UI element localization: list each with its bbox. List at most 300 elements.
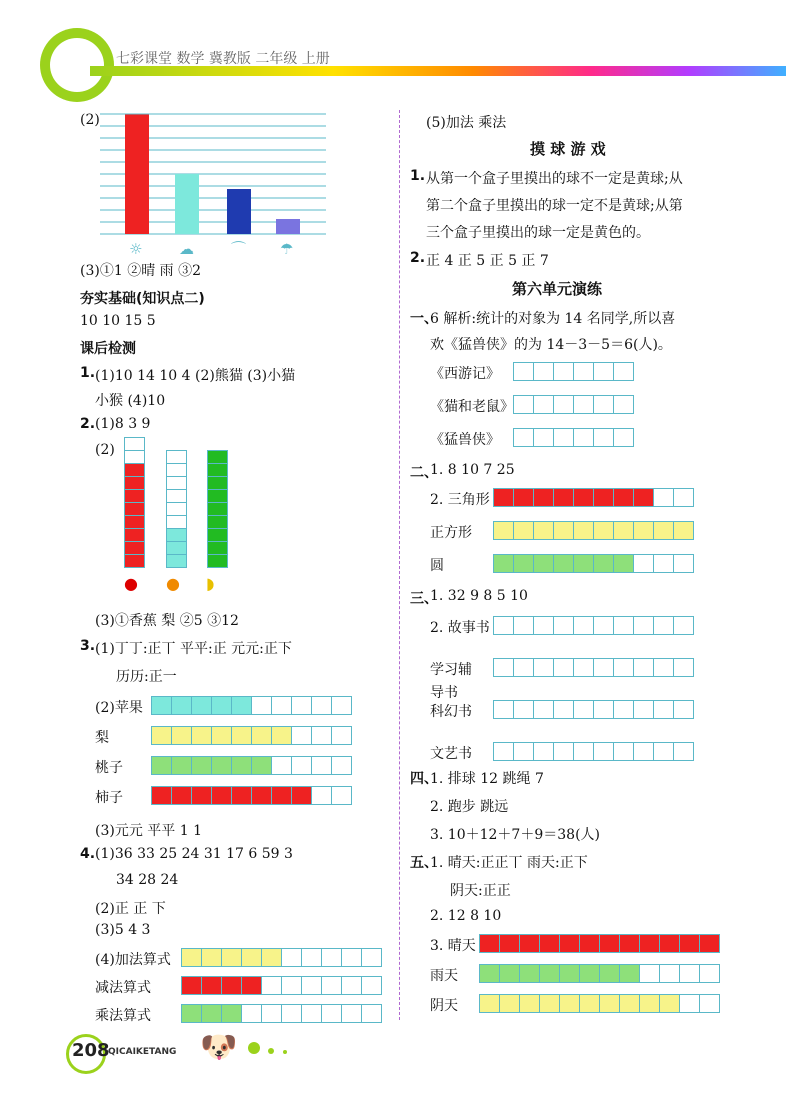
grid-cell <box>559 964 580 983</box>
grid-row <box>514 428 634 447</box>
banana-icon: ◗ <box>206 574 215 593</box>
tube-cell <box>124 554 145 568</box>
l2-line: (1)8 3 9 <box>95 416 151 432</box>
grid-cell <box>201 976 222 995</box>
grid-cell <box>231 696 252 715</box>
grid-row <box>494 554 694 573</box>
grid-cell <box>633 742 654 761</box>
weather-bar-1 <box>175 174 199 234</box>
grid-cell <box>593 428 614 447</box>
row-label: 《猛兽侠》 <box>430 432 500 448</box>
l1-num: 1. <box>80 365 96 381</box>
u5-line-a: 1. 晴天:正正丅 雨天:正下 <box>430 855 588 871</box>
grid-cell <box>479 934 500 953</box>
grid-cell <box>653 554 674 573</box>
grid-cell <box>181 1004 202 1023</box>
r5-answer: (5)加法 乘法 <box>426 115 507 131</box>
grid-cell <box>151 696 172 715</box>
grid-cell <box>553 428 574 447</box>
grid-cell <box>633 658 654 677</box>
grid-cell <box>499 994 520 1013</box>
grid-cell <box>553 742 574 761</box>
grid-cell <box>553 362 574 381</box>
grid-cell <box>673 700 694 719</box>
grid-cell <box>241 976 262 995</box>
grid-cell <box>281 948 302 967</box>
grid-cell <box>579 994 600 1013</box>
grid-cell <box>593 658 614 677</box>
tube-cell <box>124 502 145 516</box>
footer-mascot-icon: 🐶 <box>200 1030 238 1065</box>
grid-cell <box>301 948 322 967</box>
grid-cell <box>573 395 594 414</box>
grid-row <box>494 616 694 635</box>
grid-cell <box>271 726 292 745</box>
grid-cell <box>639 964 660 983</box>
grid-cell <box>533 700 554 719</box>
grid-row <box>182 976 382 995</box>
tube-cell <box>166 502 187 516</box>
grid-cell <box>271 756 292 775</box>
game-title: 摸 球 游 戏 <box>530 140 606 158</box>
cloudy-icon: ☁ <box>179 240 194 257</box>
grid-cell <box>553 554 574 573</box>
grid-cell <box>533 554 554 573</box>
grid-cell <box>191 786 212 805</box>
grid-cell <box>479 994 500 1013</box>
grid-cell <box>613 395 634 414</box>
grid-cell <box>573 362 594 381</box>
grid-cell <box>513 742 534 761</box>
grid-cell <box>311 696 332 715</box>
grid-row <box>182 948 382 967</box>
grid-cell <box>311 756 332 775</box>
apple-icon: ● <box>124 574 138 593</box>
grid-cell <box>633 521 654 540</box>
tube-pear <box>166 451 187 568</box>
grid-cell <box>211 726 232 745</box>
grid-cell <box>171 756 192 775</box>
tube-cell <box>207 463 228 477</box>
grid-cell <box>291 726 312 745</box>
grid-cell <box>513 488 534 507</box>
g1-line-c: 三个盒子里摸出的球一定是黄色的。 <box>426 225 650 241</box>
unit-title: 第六单元演练 <box>512 280 603 298</box>
l4-line-c: (2)正 正 下 <box>95 901 166 917</box>
row-label: 正方形 <box>430 525 472 541</box>
grid-cell <box>659 934 680 953</box>
pear-icon: ● <box>166 574 180 593</box>
grid-row <box>494 700 694 719</box>
grid-cell <box>231 756 252 775</box>
rain-icon: ⌒ <box>231 240 247 257</box>
u1-line-b: 欢《猛兽侠》的为 14－3－5＝6(人)。 <box>430 337 672 353</box>
tube-cell <box>207 489 228 503</box>
row-label: 学习辅 <box>430 662 472 678</box>
grid-cell <box>171 786 192 805</box>
grid-cell <box>653 658 674 677</box>
row-label: 阴天 <box>430 998 458 1014</box>
grid-cell <box>221 948 242 967</box>
grid-cell <box>513 395 534 414</box>
grid-cell <box>659 994 680 1013</box>
grid-cell <box>361 948 382 967</box>
row-label-2: 导书 <box>430 685 458 701</box>
row-label: (2)苹果 <box>95 700 143 716</box>
grid-cell <box>291 786 312 805</box>
grid-cell <box>553 488 574 507</box>
grid-cell <box>613 554 634 573</box>
grid-cell <box>519 994 540 1013</box>
grid-cell <box>593 554 614 573</box>
grid-cell <box>573 521 594 540</box>
l4-line-a: (1)36 33 25 24 31 17 6 59 3 <box>95 846 293 862</box>
weather-bar-0 <box>125 114 149 234</box>
grid-cell <box>593 362 614 381</box>
grid-cell <box>221 1004 242 1023</box>
tube-cell <box>166 463 187 477</box>
weather-bar-2 <box>227 189 251 234</box>
grid-cell <box>191 756 212 775</box>
u4-line-a: 1. 排球 12 跳绳 7 <box>430 771 544 787</box>
grid-row <box>494 488 694 507</box>
row-label: (4)加法算式 <box>95 952 171 968</box>
grid-row <box>182 1004 382 1023</box>
grid-cell <box>553 521 574 540</box>
grid-cell <box>211 696 232 715</box>
grid-cell <box>341 1004 362 1023</box>
grid-cell <box>301 976 322 995</box>
grid-cell <box>361 976 382 995</box>
grid-cell <box>533 488 554 507</box>
tube-cell <box>166 450 187 464</box>
row-label: 雨天 <box>430 968 458 984</box>
grid-cell <box>271 786 292 805</box>
grid-row <box>494 742 694 761</box>
u3-line: 1. 32 9 8 5 10 <box>430 588 528 604</box>
grid-cell <box>539 994 560 1013</box>
grid-cell <box>321 1004 342 1023</box>
grid-cell <box>633 554 654 573</box>
l2-sub-label: (2) <box>95 442 115 458</box>
page-number: 208 <box>72 1040 110 1061</box>
q3-answer: (3)①1 ②晴 雨 ③2 <box>80 263 201 279</box>
grid-cell <box>231 726 252 745</box>
grid-cell <box>533 362 554 381</box>
grid-cell <box>493 700 514 719</box>
grid-row <box>480 994 720 1013</box>
grid-cell <box>151 726 172 745</box>
grid-cell <box>573 428 594 447</box>
grid-cell <box>613 700 634 719</box>
tube-cell <box>166 476 187 490</box>
u5-num: 五、 <box>410 855 438 871</box>
grid-cell <box>593 742 614 761</box>
u4-line-b: 2. 跑步 跳远 <box>430 799 509 815</box>
grid-cell <box>593 700 614 719</box>
grid-cell <box>221 976 242 995</box>
grid-cell <box>699 934 720 953</box>
grid-cell <box>613 488 634 507</box>
tube-cell <box>124 489 145 503</box>
tube-cell <box>124 515 145 529</box>
grid-cell <box>613 742 634 761</box>
l1-line-a: (1)10 14 10 4 (2)熊猫 (3)小猫 <box>95 368 296 384</box>
q2-label: (2) <box>80 112 100 128</box>
grid-cell <box>579 964 600 983</box>
grid-cell <box>593 488 614 507</box>
grid-cell <box>553 395 574 414</box>
grid-cell <box>699 964 720 983</box>
grid-cell <box>613 616 634 635</box>
g1-num: 1. <box>410 168 426 184</box>
grid-cell <box>653 488 674 507</box>
grid-cell <box>653 616 674 635</box>
grid-cell <box>211 756 232 775</box>
grid-cell <box>533 395 554 414</box>
tube-cell <box>207 515 228 529</box>
grid-cell <box>619 934 640 953</box>
tube-cell <box>207 541 228 555</box>
row-label: 桃子 <box>95 760 123 776</box>
grid-cell <box>201 948 222 967</box>
row-label: 梨 <box>95 730 109 746</box>
l4-line-d: (3)5 4 3 <box>95 922 151 938</box>
grid-cell <box>201 1004 222 1023</box>
footer-dots-icon <box>248 1042 287 1058</box>
grid-cell <box>539 964 560 983</box>
grid-cell <box>679 994 700 1013</box>
grid-cell <box>539 934 560 953</box>
grid-cell <box>633 700 654 719</box>
grid-row <box>494 658 694 677</box>
grid-cell <box>361 1004 382 1023</box>
u1-num: 一、 <box>410 311 438 327</box>
grid-cell <box>493 742 514 761</box>
l4-num: 4. <box>80 846 96 862</box>
row-label: 科幻书 <box>430 704 472 720</box>
section-after-class: 课后检测 <box>80 341 136 357</box>
grid-cell <box>579 934 600 953</box>
grid-cell <box>613 362 634 381</box>
l3-num: 3. <box>80 638 96 654</box>
grid-cell <box>251 756 272 775</box>
tube-cell <box>124 528 145 542</box>
tube-cell <box>166 554 187 568</box>
tube-cell <box>166 515 187 529</box>
row-label: 3. 晴天 <box>430 938 476 954</box>
footer-brand: QICAIKETANG <box>108 1047 177 1057</box>
snow-icon: ☂ <box>280 240 294 257</box>
grid-cell <box>673 554 694 573</box>
grid-cell <box>673 616 694 635</box>
grid-cell <box>321 948 342 967</box>
grid-cell <box>493 658 514 677</box>
grid-cell <box>231 786 252 805</box>
grid-cell <box>679 964 700 983</box>
grid-cell <box>493 554 514 573</box>
u5-line-b: 阴天:正正 <box>450 883 511 899</box>
grid-cell <box>639 934 660 953</box>
tube-cell <box>124 476 145 490</box>
tube-cell <box>166 489 187 503</box>
grid-cell <box>573 488 594 507</box>
tube-cell <box>207 502 228 516</box>
grid-cell <box>251 726 272 745</box>
grid-cell <box>533 521 554 540</box>
grid-cell <box>653 742 674 761</box>
grid-cell <box>593 521 614 540</box>
grid-cell <box>513 616 534 635</box>
grid-cell <box>291 756 312 775</box>
grid-cell <box>261 976 282 995</box>
grid-cell <box>479 964 500 983</box>
grid-cell <box>261 1004 282 1023</box>
grid-cell <box>653 521 674 540</box>
row-label: 乘法算式 <box>95 1008 151 1024</box>
row-label: 《猫和老鼠》 <box>430 399 514 415</box>
section-basic: 夯实基础(知识点二) <box>80 291 205 307</box>
grid-cell <box>493 521 514 540</box>
grid-cell <box>241 948 262 967</box>
grid-cell <box>673 521 694 540</box>
grid-cell <box>251 786 272 805</box>
grid-cell <box>331 756 352 775</box>
grid-cell <box>659 964 680 983</box>
grid-row <box>514 362 634 381</box>
grid-cell <box>341 976 362 995</box>
grid-cell <box>311 786 332 805</box>
grid-cell <box>613 521 634 540</box>
grid-cell <box>513 658 534 677</box>
grid-row <box>480 964 720 983</box>
header-logo <box>40 28 114 102</box>
sunny-icon: ☼ <box>129 240 143 257</box>
g1-line-b: 第二个盒子里摸出的球一定不是黄球;从第 <box>426 198 683 214</box>
grid-cell <box>553 616 574 635</box>
grid-row <box>152 786 352 805</box>
grid-cell <box>533 658 554 677</box>
u4-num: 四、 <box>410 771 438 787</box>
row-label: 《西游记》 <box>430 366 500 382</box>
grid-row <box>494 521 694 540</box>
grid-cell <box>493 488 514 507</box>
grid-cell <box>331 696 352 715</box>
tube-cell <box>124 463 145 477</box>
grid-cell <box>331 786 352 805</box>
grid-cell <box>699 994 720 1013</box>
grid-cell <box>533 742 554 761</box>
grid-cell <box>191 726 212 745</box>
l4-line-b: 34 28 24 <box>116 872 179 888</box>
grid-cell <box>181 976 202 995</box>
u1-line-a: 6 解析:统计的对象为 14 名同学,所以喜 <box>430 311 676 327</box>
row-label: 圆 <box>430 558 444 574</box>
grid-row <box>152 756 352 775</box>
grid-cell <box>553 658 574 677</box>
grid-cell <box>573 554 594 573</box>
grid-cell <box>331 726 352 745</box>
grid-cell <box>513 554 534 573</box>
tube-cell <box>207 528 228 542</box>
grid-cell <box>251 696 272 715</box>
weather-bar-3 <box>276 219 300 234</box>
row-label: 2. 三角形 <box>430 492 490 508</box>
grid-cell <box>151 756 172 775</box>
grid-cell <box>619 994 640 1013</box>
tube-apple <box>124 438 145 568</box>
grid-cell <box>519 934 540 953</box>
grid-cell <box>281 1004 302 1023</box>
grid-cell <box>573 700 594 719</box>
l3-line-c: (3)元元 平平 1 1 <box>95 823 202 839</box>
row-label: 减法算式 <box>95 980 151 996</box>
grid-cell <box>573 616 594 635</box>
mascot-icon <box>50 38 104 92</box>
grid-cell <box>633 488 654 507</box>
grid-cell <box>639 994 660 1013</box>
grid-cell <box>593 616 614 635</box>
grid-cell <box>593 395 614 414</box>
grid-cell <box>573 742 594 761</box>
grid-cell <box>171 726 192 745</box>
grid-cell <box>321 976 342 995</box>
section-basic-answer: 10 10 15 5 <box>80 313 156 329</box>
grid-cell <box>653 700 674 719</box>
grid-cell <box>599 964 620 983</box>
g2-num: 2. <box>410 250 426 266</box>
grid-cell <box>679 934 700 953</box>
grid-cell <box>181 948 202 967</box>
row-label: 2. 故事书 <box>430 620 490 636</box>
grid-cell <box>599 934 620 953</box>
u3-num: 三、 <box>410 591 438 607</box>
grid-cell <box>499 934 520 953</box>
grid-cell <box>151 786 172 805</box>
grid-cell <box>613 428 634 447</box>
grid-row <box>514 395 634 414</box>
tube-cell <box>124 541 145 555</box>
g1-line-a: 从第一个盒子里摸出的球不一定是黄球;从 <box>426 171 683 187</box>
grid-cell <box>559 934 580 953</box>
l3-line-a: (1)丁丁:正丅 平平:正 元元:正下 <box>95 641 292 657</box>
grid-cell <box>171 696 192 715</box>
l2-3-answer: (3)①香蕉 梨 ②5 ③12 <box>95 613 239 629</box>
grid-cell <box>673 658 694 677</box>
grid-cell <box>513 700 534 719</box>
grid-cell <box>619 964 640 983</box>
grid-cell <box>281 976 302 995</box>
tube-cell <box>124 437 145 451</box>
grid-cell <box>261 948 282 967</box>
grid-cell <box>553 700 574 719</box>
grid-cell <box>533 616 554 635</box>
grid-cell <box>573 658 594 677</box>
tube-banana <box>207 451 228 568</box>
u2-line: 1. 8 10 7 25 <box>430 462 515 478</box>
grid-cell <box>341 948 362 967</box>
l3-line-b: 历历:正一 <box>116 669 177 685</box>
grid-cell <box>311 726 332 745</box>
grid-cell <box>493 616 514 635</box>
header-title: 七彩课堂 数学 冀教版 二年级 上册 <box>116 51 330 67</box>
grid-cell <box>291 696 312 715</box>
u4-line-c: 3. 10＋12＋7＋9＝38(人) <box>430 827 600 843</box>
grid-cell <box>513 428 534 447</box>
grid-row <box>152 726 352 745</box>
grid-cell <box>533 428 554 447</box>
l2-num: 2. <box>80 416 96 432</box>
